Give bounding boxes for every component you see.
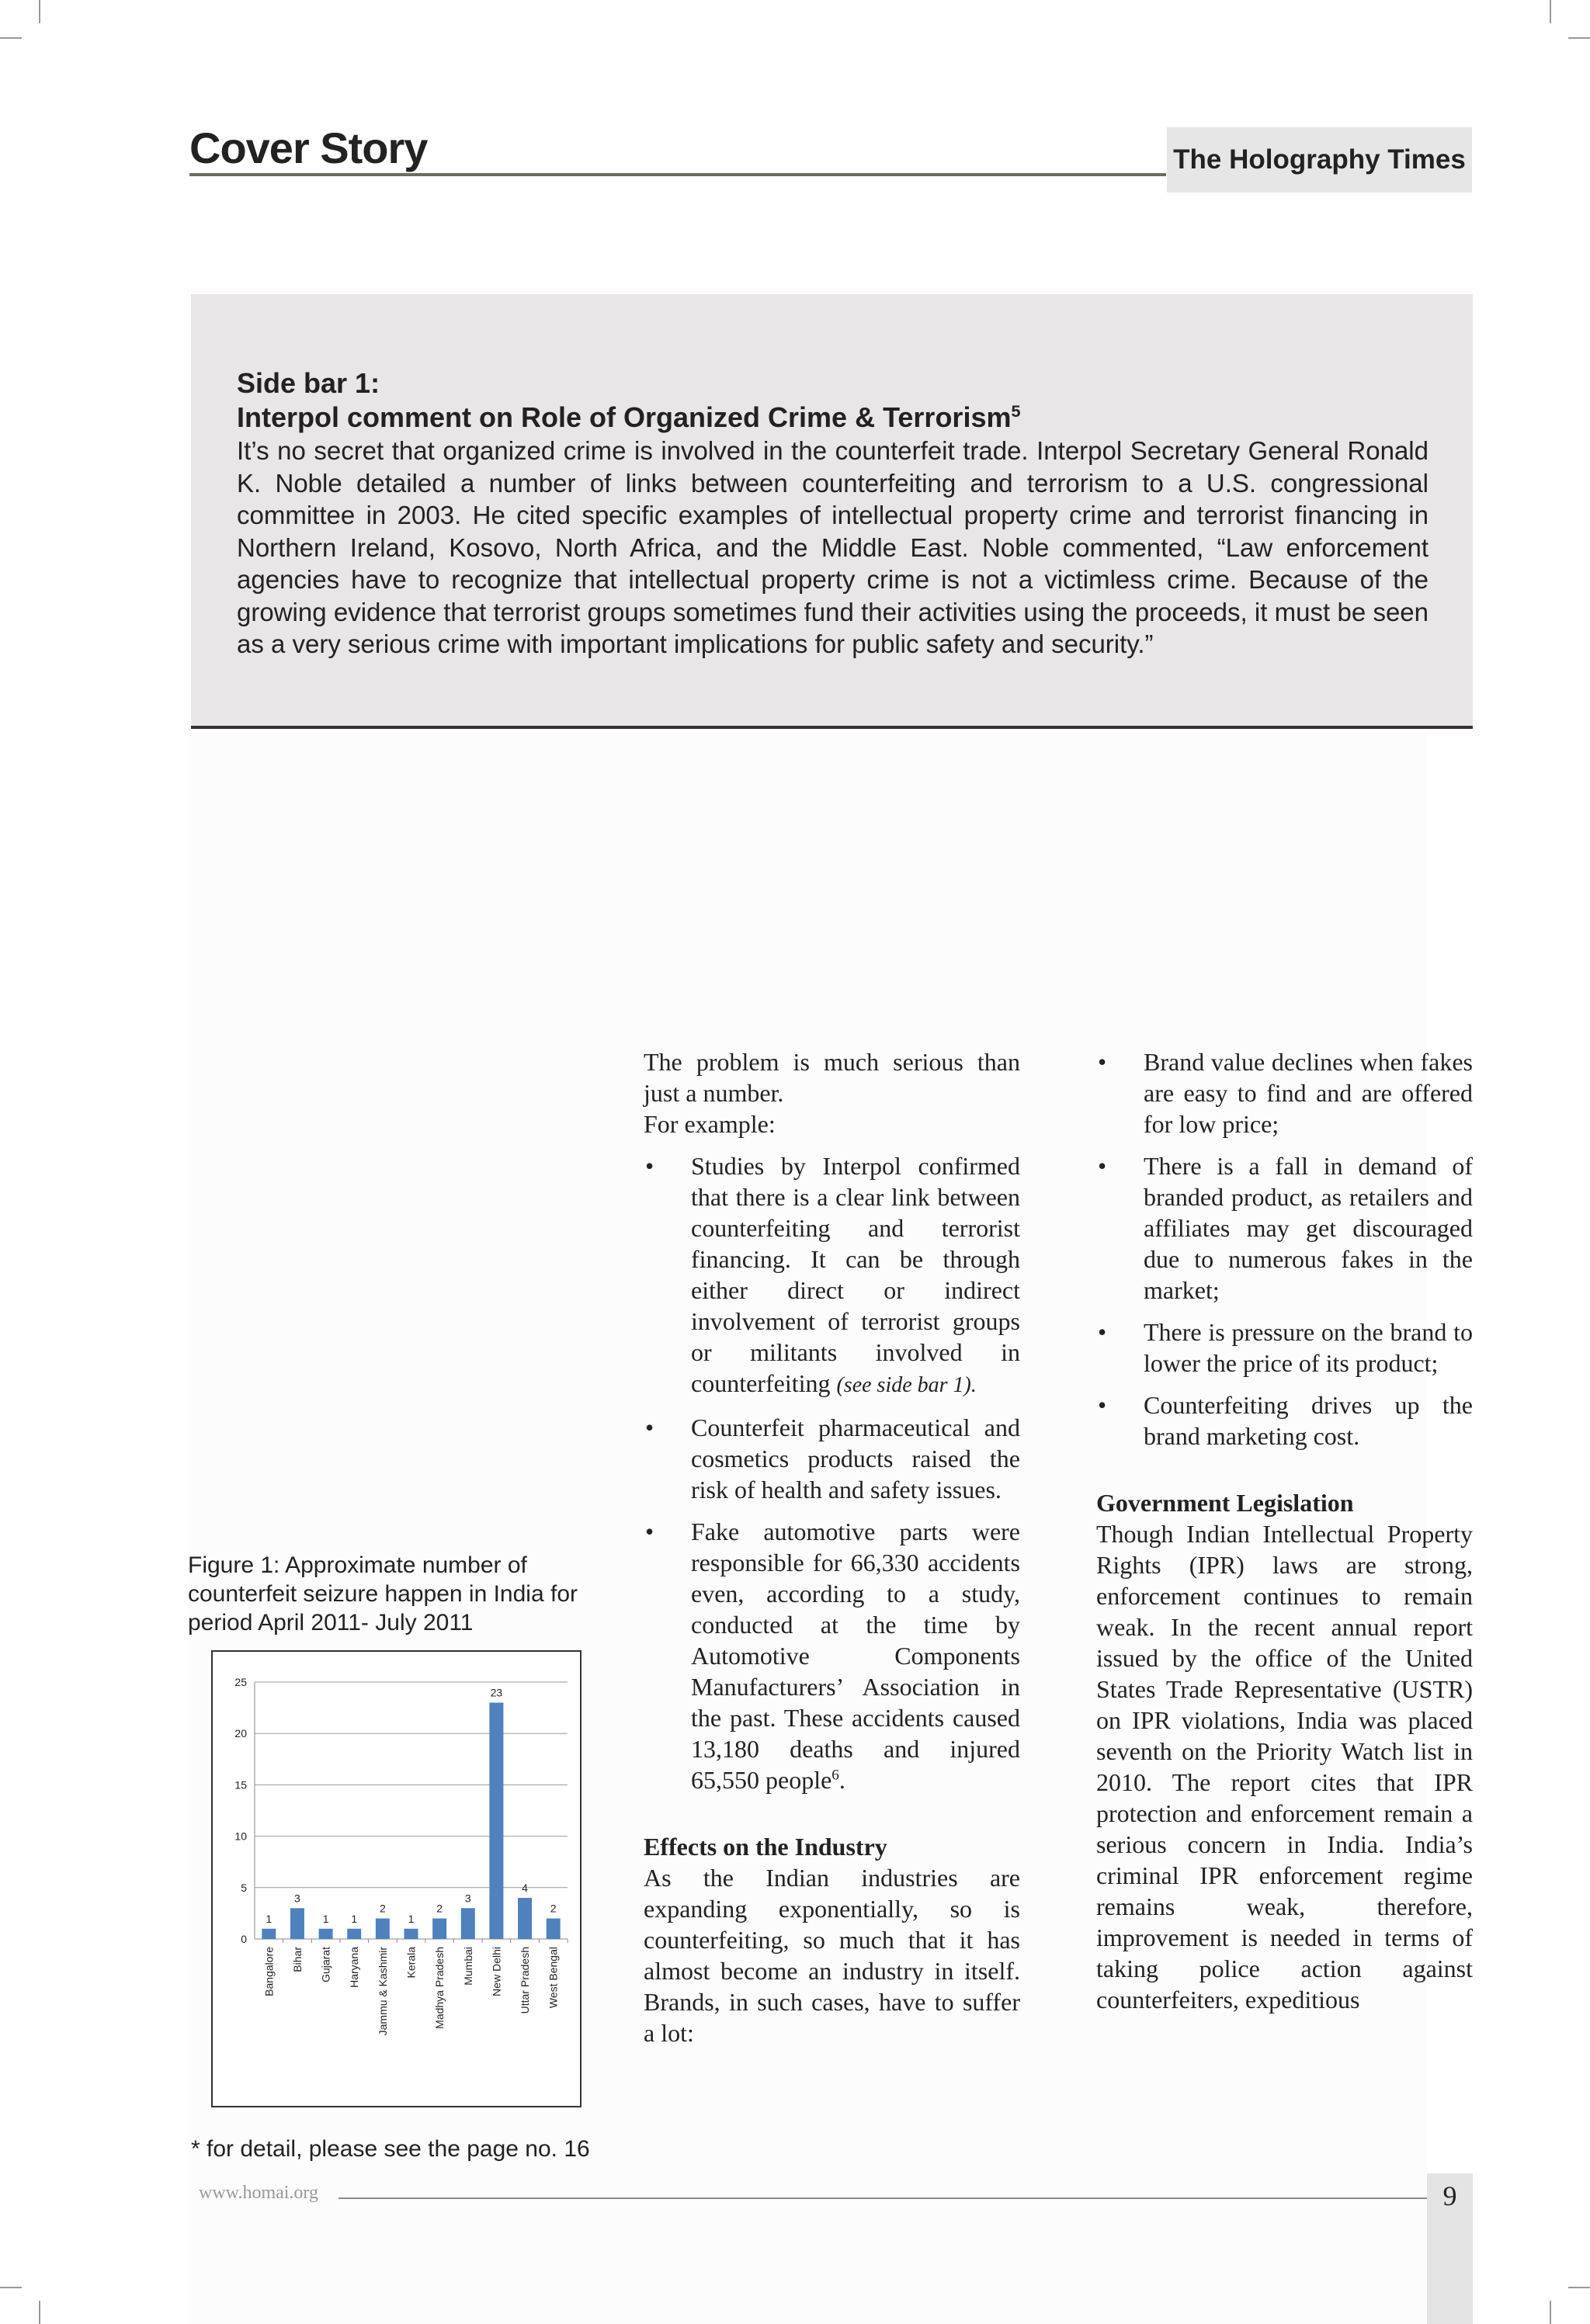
crop-mark [1550, 2301, 1551, 2324]
data-label: 1 [351, 1912, 358, 1925]
footer-rule [338, 2197, 1427, 2199]
figure-footnote: * for detail, please see the page no. 16 [191, 2136, 590, 2162]
x-tick-label: Haryana [348, 1947, 361, 1988]
paragraph: Though Indian Intellectual Property Rights (IPR) laws are strong, enforcement continues to remain weak. In the recent annual report issued by the office of the United States Trade Representative (USTR) on IPR violations, India was placed seventh on the Priority Watch list in 2010. The report cites that IPR protection and enforcement remain a serious concern in India. India’s criminal IPR enforcement regime remains weak, therefore, improvement is needed in terms of taking police action against counterfeiters, expeditious [1096, 1520, 1473, 2014]
paragraph: For example: [644, 1110, 776, 1138]
bullet-icon: • [1098, 1048, 1107, 1076]
list-item-text: Counterfeiting drives up the brand marketing cost. [1144, 1391, 1473, 1450]
sidebar-title [237, 401, 1429, 435]
list-item-text: There is pressure on the brand to lower the price of its product; [1144, 1318, 1473, 1377]
bar [290, 1908, 304, 1939]
section-heading: Effects on the Industry [644, 1833, 887, 1861]
x-tick-label: Mumbai [461, 1947, 474, 1986]
sidebar-body: It’s no secret that organized crime is involved in the counterfeit trade. Interpol Secretary General Ronald K. Noble detailed a number of links between counterfeiting and terrorism to a U.S. congressional committee in 2003. He cited specific examples of intellectual property crime and terrorist financing in Northern Ireland, Kosovo, North Africa, and the Middle East. Noble commented, “Law enforcement agencies have to recognize that intellectual property crime is not a victimless crime. Because of the growing evidence that terrorist groups sometimes fund their activities using the proceeds, it must be seen as a very serious crime with important implications for public safety and security.” [237, 436, 1429, 658]
crop-mark [1550, 0, 1551, 23]
x-tick-label: Kerala [404, 1947, 418, 1979]
paragraph: The problem is much serious than just a number. [644, 1048, 1020, 1107]
x-tick-label: New Delhi [490, 1947, 503, 1996]
list-item [1096, 1389, 1473, 1452]
x-tick-label: Madhya Pradesh [433, 1947, 446, 2029]
chart-frame [211, 1650, 581, 2107]
data-label: 4 [522, 1882, 528, 1895]
bullet-icon: • [1098, 1391, 1107, 1419]
data-label: 1 [266, 1912, 273, 1925]
data-label: 1 [408, 1912, 415, 1925]
bar [547, 1919, 561, 1939]
footnote-ref: 6 [831, 1767, 839, 1784]
sidebar-reference: (see side bar 1). [836, 1373, 977, 1397]
bar [376, 1919, 390, 1939]
x-tick-label: Bihar [290, 1947, 304, 1972]
crop-mark [1568, 2287, 1590, 2288]
sidebar-label: Side bar 1: [237, 367, 380, 399]
bar [518, 1898, 532, 1939]
column-2 [1096, 1046, 1473, 2015]
bullet-icon: • [1098, 1318, 1107, 1346]
x-tick-label: West Bengal [547, 1947, 560, 2009]
y-tick-label: 15 [234, 1778, 247, 1792]
magazine-name: The Holography Times [1167, 127, 1472, 193]
x-tick-label: Gujarat [319, 1947, 332, 1982]
list-item [1096, 1150, 1473, 1306]
section-heading: Government Legislation [1096, 1489, 1354, 1517]
data-label: 2 [436, 1902, 443, 1915]
data-label: 1 [322, 1912, 329, 1925]
list-item [1096, 1046, 1473, 1139]
list-item [644, 1412, 1020, 1505]
footnote-ref: 5 [1011, 401, 1021, 421]
crop-mark [0, 2287, 22, 2288]
list-item-text: Brand value declines when fakes are easy to find and are offered for low price; [1144, 1048, 1473, 1138]
header-rule [189, 173, 1166, 176]
footer-url[interactable]: www.homai.org [199, 2183, 318, 2203]
list-item [1096, 1316, 1473, 1379]
x-tick-label: Uttar Pradesh [519, 1947, 532, 2014]
data-label: 23 [490, 1686, 503, 1699]
list-item-text: Counterfeit pharmaceutical and cosmetics products raised the risk of health and safety issues. [691, 1413, 1020, 1504]
crop-mark [39, 2301, 40, 2324]
data-label: 3 [294, 1892, 300, 1905]
bar [319, 1929, 333, 1939]
crop-mark [1568, 37, 1590, 39]
bullet-icon: • [645, 1518, 654, 1545]
list-item [644, 1150, 1020, 1401]
bar [404, 1929, 418, 1939]
sidebar-title-text: Interpol comment on Role of Organized Crime & Terrorism [237, 401, 1012, 433]
y-tick-label: 25 [234, 1676, 247, 1688]
data-label: 2 [550, 1902, 557, 1915]
crop-mark [0, 37, 22, 39]
list-item-text: There is a fall in demand of branded product, as retailers and affiliates may get discouraged due to numerous fakes in the market; [1144, 1152, 1473, 1304]
bullet-icon: • [1098, 1152, 1107, 1180]
y-tick-label: 20 [234, 1727, 247, 1740]
bullet-icon: • [645, 1152, 654, 1180]
x-tick-label: Jammu & Kashmir [376, 1947, 389, 2036]
bar [461, 1908, 475, 1939]
bullet-list [644, 1150, 1020, 1795]
y-tick-label: 0 [241, 1933, 247, 1945]
crop-mark [39, 0, 40, 23]
y-tick-label: 5 [241, 1881, 247, 1894]
bullet-icon: • [645, 1413, 654, 1441]
column-1 [644, 1046, 1020, 2048]
bullet-list [1096, 1046, 1473, 1452]
figure-caption: Figure 1: Approximate number of counterfeit seizure happen in India for period April 2011- July 2011 [188, 1552, 578, 1635]
section-title: Cover Story [189, 123, 428, 172]
bar [262, 1929, 276, 1939]
data-label: 2 [379, 1902, 386, 1915]
y-tick-label: 10 [234, 1830, 247, 1843]
list-item-text: . [838, 1766, 845, 1794]
x-tick-label: Bangalore [262, 1947, 276, 1996]
bar [489, 1702, 503, 1939]
list-item [644, 1516, 1020, 1795]
list-item-text: Fake automotive parts were responsible for 66,330 accidents even, according to a study, conducted at the time by Automotive Components Manufacturers’ Association in the past. These accidents caused 13,180 deaths and injured 65,550 people [691, 1518, 1020, 1794]
page-number: 9 [1442, 2180, 1457, 2211]
data-label: 3 [464, 1892, 471, 1905]
bar [432, 1919, 446, 1939]
list-item-text: Studies by Interpol confirmed that there is a clear link between counterfeiting and terrorist financing. It can be through either direct or indirect involvement of terrorist groups or militants involved in counterfeiting [691, 1152, 1020, 1397]
bar [347, 1929, 361, 1939]
bar-chart [213, 1652, 580, 2106]
sidebar-box [191, 294, 1473, 729]
paragraph: As the Indian industries are expanding exponentially, so is counterfeiting, so much that it has almost become an industry in itself. Brands, in such cases, have to suffer a lot: [644, 1864, 1020, 2047]
